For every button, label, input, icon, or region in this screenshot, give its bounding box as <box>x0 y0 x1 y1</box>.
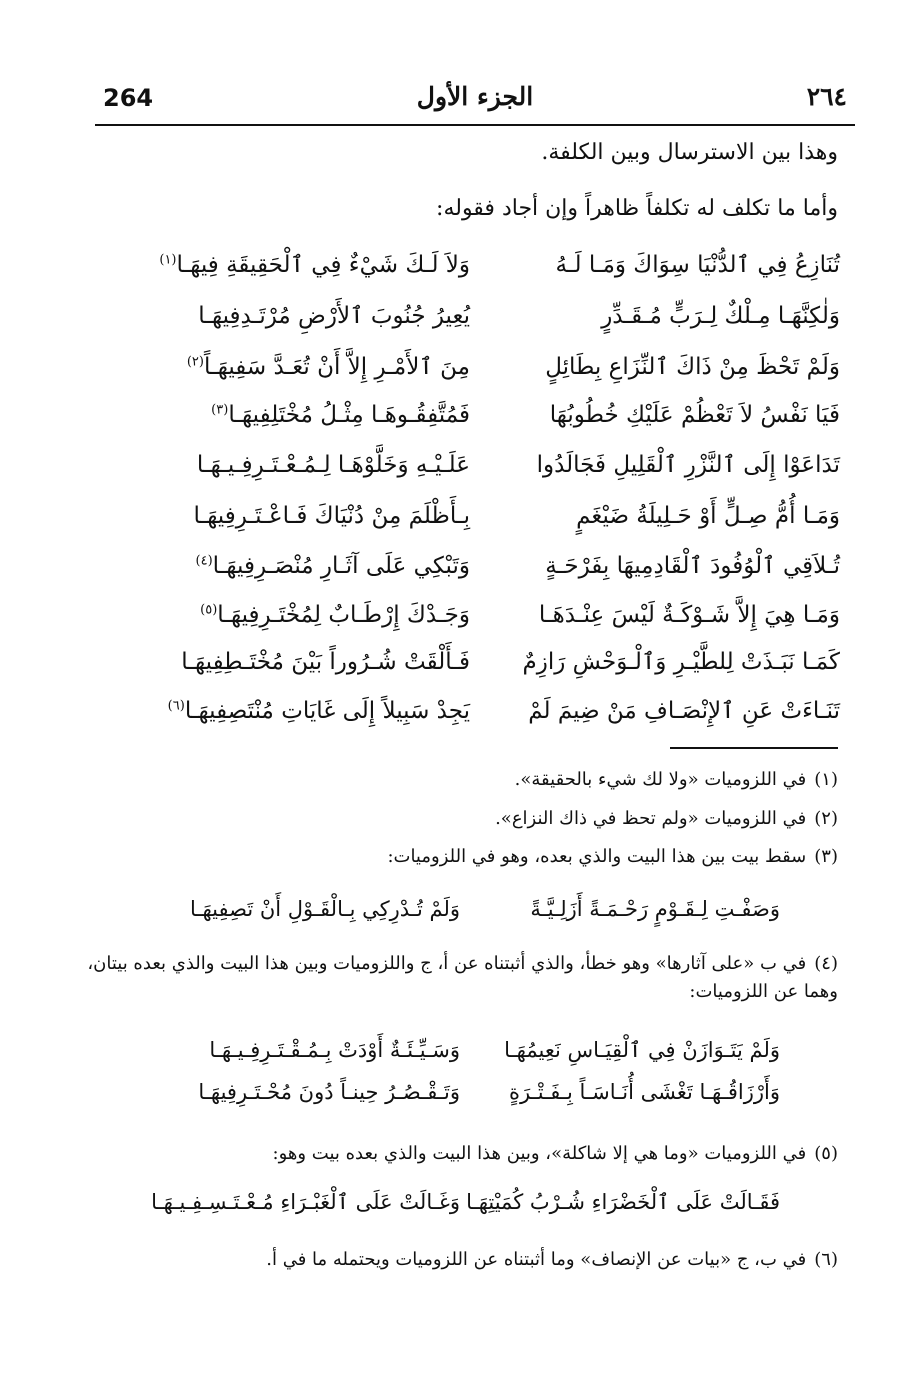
page-number-arabic: ٢٦٤ <box>806 82 847 111</box>
footnote-ref: (٦) <box>167 698 185 714</box>
verse-line <box>140 698 840 738</box>
verse-first-hemistich: فَقَـالَتْ عَلَى ٱلْخَضْرَاءِ شُـرْبُ كُمَيْتِهَـا <box>466 1190 780 1214</box>
footnote-number: (٦) <box>814 1249 838 1270</box>
verse-line <box>140 602 840 642</box>
footnote <box>78 1246 838 1274</box>
footnote-ref: (٥) <box>200 602 218 618</box>
verse-second-hemistich <box>140 602 470 628</box>
verse-second-hemistich: وَتَـقْـصُـرُ حِينـاً دُونَ مُحْـتَـرِفِيهَـا <box>198 1080 460 1104</box>
footnote-number: (٤) <box>814 953 838 974</box>
footnote <box>78 1140 838 1168</box>
verse-line <box>140 303 840 343</box>
verse-first-hemistich: تَدَاعَوْا إِلَى ٱلنَّزْرِ ٱلْقَلِيلِ فَجَالَدُوا <box>536 452 840 478</box>
footnote-ref: (٢) <box>186 354 204 370</box>
verse-second-text: وَلاَ لَـكَ شَيْءٌ فِي ٱلْحَقِيقَةِ فِيهَـا <box>176 252 470 278</box>
page-number-latin: 264 <box>103 84 154 112</box>
verse-first-hemistich: تُـلاَقِي ٱلْوُفُودَ ٱلْقَادِمِيهَا بِفَرْحَـةٍ <box>545 553 840 579</box>
footnote-ref: (٤) <box>195 553 213 569</box>
verse-second-text: فَمُتَّفِقُـوهَـا مِثْـلُ مُخْتَلِفِيهَـا <box>228 402 470 428</box>
verse-second-text: مِنَ ٱلأَمْـرِ إِلاَّ أَنْ تُعَـدَّ سَفِيهَـاً <box>203 354 470 380</box>
verse-first-hemistich: وَلَمْ تَحْظَ مِنْ ذَاكَ ٱلنِّزَاعِ بِطَائِلٍ <box>545 354 840 380</box>
verse-line <box>140 553 840 593</box>
verse-first-hemistich: وَلَمْ يَتَـوَازَنْ فِي ٱلْقِيَـاسِ نَعِيمُهَـا <box>504 1038 780 1062</box>
footnote-number: (٢) <box>814 808 838 829</box>
verse-line <box>140 402 840 442</box>
footnote-rule <box>670 747 838 749</box>
verse-first-hemistich: كَمَـا نَبَـذَتْ لِلطَّيْـرِ وَٱلْـوَحْشِ رَازِمٌ <box>522 649 840 675</box>
header-rule <box>95 124 855 126</box>
verse-first-hemistich: وَصَفْـتِ لِـقَـوْمٍ رَحْـمَـةً أَزَلِـيَّـةً <box>530 897 780 921</box>
footnote-verse-line <box>160 1080 780 1116</box>
footnote-verse-line <box>151 1190 780 1226</box>
footnote <box>78 805 838 833</box>
verse-second-text: عَلَـيْـهِ وَخَلَّوْهَـا لِـمُـعْـتَـرِفِـيـهَـا <box>196 452 470 478</box>
verse-second-text: وَتَبْكِي عَلَى آثَـارِ مُنْصَـرِفِيهَـا <box>212 553 470 579</box>
verse-second-hemistich <box>140 303 470 329</box>
verse-first-hemistich: وَلٰكِنَّهَـا مِـلْكٌ لِـرَبٍّ مُـقَـدِّرٍ <box>601 303 840 329</box>
verse-second-hemistich <box>140 354 470 380</box>
footnote-verse-line <box>160 1038 780 1074</box>
footnote <box>78 950 838 1006</box>
footnote <box>78 766 838 794</box>
verse-second-hemistich <box>140 452 470 478</box>
footnote-ref: (١) <box>159 252 177 268</box>
verse-second-hemistich: وَغَـالَتْ عَلَى ٱلْغَبْـرَاءِ مُـعْـتَـسِـفِـيـهَـا <box>151 1190 460 1214</box>
footnote-verse-line <box>160 897 780 933</box>
footnote-text: سقط بيت بين هذا البيت والذي بعده، وهو في اللزوميات: <box>387 846 807 867</box>
verse-line <box>140 503 840 543</box>
page-header <box>95 82 855 122</box>
footnote-text: في اللزوميات «ولم تحظ في ذاك النزاع». <box>495 808 807 829</box>
verse-line <box>140 252 840 292</box>
verse-second-text: يُعِيرُ جُنُوبَ ٱلأَرْضِ مُرْتَـدِفِيهَـا <box>198 303 470 329</box>
verse-first-hemistich: تَنَـاءَتْ عَنِ ٱلإِنْصَـافِ مَنْ ضِيمَ لَمْ <box>528 698 840 724</box>
verse-line <box>140 649 840 689</box>
verse-first-hemistich: وَمَـا هِيَ إِلاَّ شَـوْكَـةٌ لَيْسَ عِنْـدَهَـا <box>538 602 840 628</box>
verse-second-hemistich <box>140 503 470 529</box>
verse-second-hemistich: وَلَمْ تُـدْرِكِي بِـالْقَـوْلِ أَنْ تَصِفِيهَـا <box>189 897 460 921</box>
verse-second-hemistich <box>140 553 470 579</box>
verse-second-text: بِـأَظْلَمَ مِنْ دُنْيَاكَ فَـاعْـتَـرِفِيهَـا <box>193 503 470 529</box>
verse-first-hemistich: وَمَـا أُمُّ صِـلٍّ أَوْ حَـلِيلَةُ ضَيْغَمٍ <box>576 503 840 529</box>
verse-first-hemistich: فَيَا نَفْسُ لاَ تَعْظُمْ عَلَيْكِ خُطُوبُهَا <box>549 402 840 428</box>
verse-second-hemistich <box>140 698 470 724</box>
verse-line <box>140 354 840 394</box>
intro-line: وأما ما تكلف له تكلفاً ظاهراً وإن أجاد فقوله: <box>436 196 838 221</box>
verse-second-hemistich: وَسَـيِّـئَـةٌ أَوْدَتْ بِـمُـقْـتَـرِفِـيـهَـا <box>209 1038 460 1062</box>
footnote <box>78 843 838 871</box>
verse-second-hemistich <box>140 402 470 428</box>
footnote-number: (٣) <box>814 846 838 867</box>
footnote-text: في ب «على آثارها» وهو خطأ، والذي أثبتناه عن أ، ج واللزوميات وبين هذا البيت والذي بعده بيتان، وهما عن اللزوميات: <box>87 953 838 1002</box>
verse-second-hemistich <box>140 649 470 675</box>
verse-second-text: يَجِدْ سَبِيلاً إِلَى غَايَاتِ مُنْتَصِفِيهَـا <box>184 698 470 724</box>
footnote-text: في اللزوميات «وما هي إلا شاكلة»، وبين هذا البيت والذي بعده بيت وهو: <box>272 1143 807 1164</box>
verse-second-text: فَـأَلْقَتْ شُـرُوراً بَيْنَ مُخْتَـطِفِيهَـا <box>181 649 470 675</box>
verse-first-hemistich: وَأَرْزَاقُـهَـا تَغْشَى أُنَـاسَـاً بِـفَـتْـرَةٍ <box>509 1080 780 1104</box>
footnote-number: (١) <box>814 769 838 790</box>
intro-line: وهذا بين الاسترسال وبين الكلفة. <box>541 140 838 165</box>
verse-second-hemistich <box>140 252 470 278</box>
footnote-text: في ب، ج «بيات عن الإنصاف» وما أثبتناه عن اللزوميات ويحتمله ما في أ. <box>266 1249 807 1270</box>
footnote-number: (٥) <box>814 1143 838 1164</box>
footnote-text: في اللزوميات «ولا لك شيء بالحقيقة». <box>514 769 807 790</box>
running-title: الجزء الأول <box>416 82 534 111</box>
footnote-ref: (٣) <box>211 402 229 418</box>
verse-second-text: وَجَـدْكَ إِرْطَـابٌ لِمُخْتَـرِفِيهَـا <box>217 602 470 628</box>
verse-first-hemistich: تُنَازِعُ فِي ٱلدُّنْيَا سِوَاكَ وَمَـا لَـهُ <box>555 252 840 278</box>
verse-line <box>140 452 840 492</box>
